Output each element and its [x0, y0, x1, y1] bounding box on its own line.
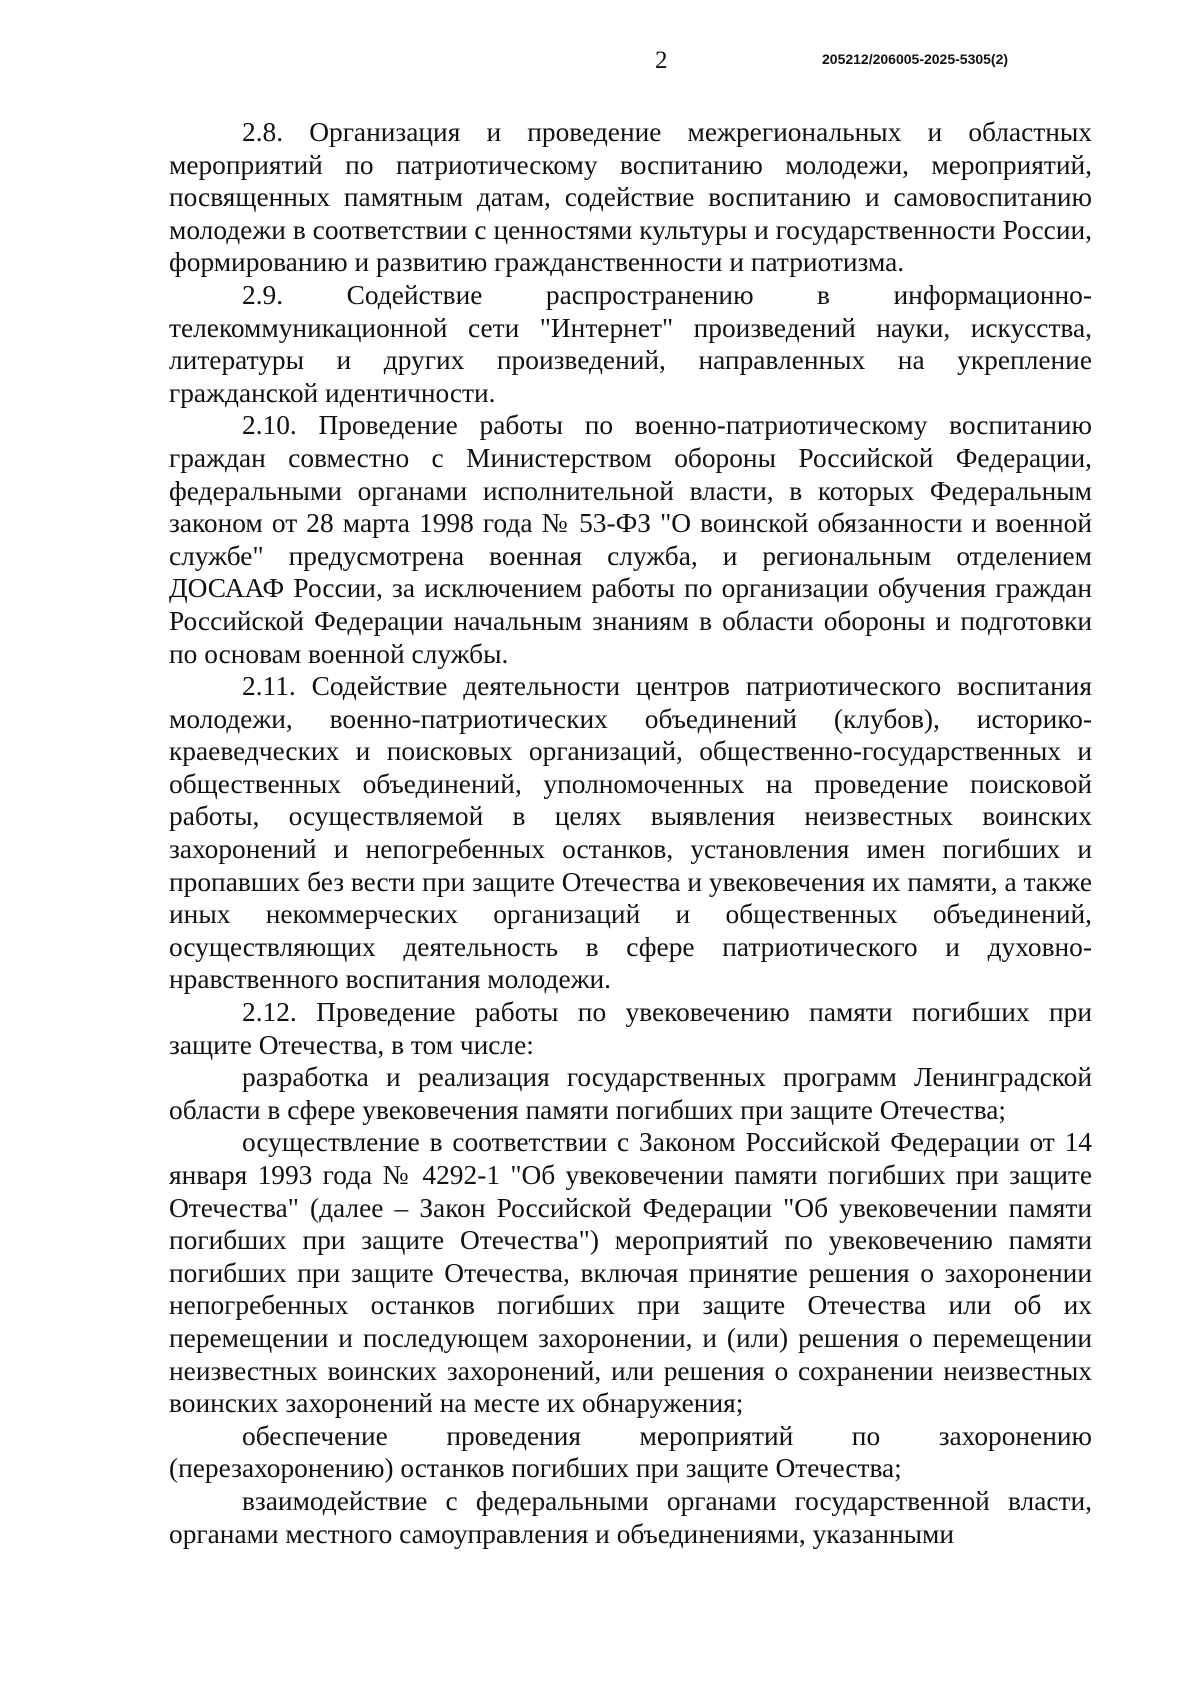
paragraph-2-12-item-interaction: взаимодействие с федеральными органами государственной власти, органами местного самоуправления и объединениями, указанными: [169, 1485, 1092, 1549]
paragraph-2-12-item-programs: разработка и реализация государственных программ Ленинградской области в сфере увековечения памяти погибших при защите Отечества;: [169, 1062, 1092, 1125]
document-body: [169, 116, 1092, 1550]
page-number: 2: [655, 47, 668, 74]
paragraph-2-12-item-memorial-measures: осуществление в соответствии с Законом Российской Федерации от 14 января 1993 года № 4292-1 "Об увековечении памяти погибших при защите Отечества" (далее – Закон Российской Федерации "Об увековечении памяти погибших при защите Отечества") мероприятий по увековечению памяти погибших при защите Отечества, включая принятие решения о захоронении непогребенных останков погибших при защите Отечества или об их перемещении и последующем захоронении, и (или) решения о перемещении неизвестных воинских захоронений, или решения о сохранении неизвестных воинских захоронений на месте их обнаружения;: [169, 1127, 1092, 1419]
paragraph-2-12: 2.12. Проведение работы по увековечению памяти погибших при защите Отечества, в том числе:: [169, 997, 1092, 1060]
paragraph-2-12-item-burial: обеспечение проведения мероприятий по захоронению (перезахоронению) останков погибших при защите Отечества;: [169, 1420, 1092, 1484]
paragraph-2-11: 2.11. Содействие деятельности центров патриотического воспитания молодежи, военно-патриотических объединений (клубов), историко-краеведческих и поисковых организаций, общественно-государственных и общественных объединений, уполномоченных на проведение поисковой работы, осуществляемой в целях выявления неизвестных воинских захоронений и непогребенных останков, установления имен погибших и пропавших без вести при защите Отечества и увековечения их памяти, а также иных некоммерческих организаций и общественных объединений, осуществляющих деятельность в сфере патриотического и духовно-нравственного воспитания молодежи.: [169, 671, 1092, 995]
paragraph-2-8: 2.8. Организация и проведение межрегиональных и областных мероприятий по патриотическому воспитанию молодежи, мероприятий, посвященных памятным датам, содействие воспитанию и самовоспитанию молодежи в соответствии с ценностями культуры и государственности России, формированию и развитию гражданственности и патриотизма.: [169, 117, 1092, 278]
paragraph-2-10: 2.10. Проведение работы по военно-патриотическому воспитанию граждан совместно с Министерством обороны Российской Федерации, федеральными органами исполнительной власти, в которых Федеральным законом от 28 марта 1998 года № 53-ФЗ "О воинской обязанности и военной службе" предусмотрена военная служба, и региональным отделением ДОСААФ России, за исключением работы по организации обучения граждан Российской Федерации начальным знаниям в области обороны и подготовки по основам военной службы.: [169, 410, 1092, 669]
document-id: 205212/206005-2025-5305(2): [822, 51, 1009, 67]
paragraph-2-9: 2.9. Содействие распространению в информационно-телекоммуникационной сети "Интернет" произведений науки, искусства, литературы и других произведений, направленных на укрепление гражданской идентичности.: [169, 279, 1092, 408]
